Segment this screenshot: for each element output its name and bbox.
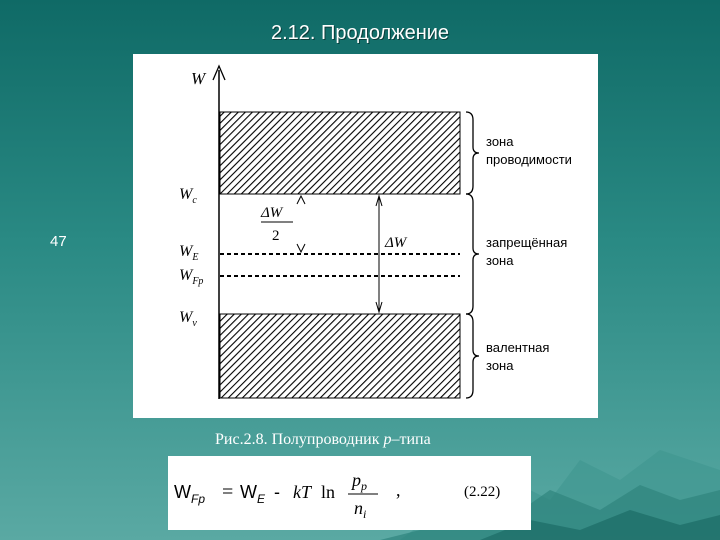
zone-forbidden-line2: зона [486, 253, 514, 268]
zone-conduction-line2: проводимости [486, 152, 572, 167]
zone-valence-line1: валентная [486, 340, 550, 355]
label-wc: $W_c$ [179, 186, 197, 206]
brace-conduction [466, 112, 479, 194]
slide-title: 2.12. Продолжение [270, 22, 450, 44]
formula-numerator: $p_p$ [352, 470, 367, 493]
formula-comma: , [396, 480, 401, 500]
label-wfp: $W_{Fp}$ [179, 267, 204, 287]
brace-valence [466, 314, 479, 398]
formula-lhs: $W_{Fp}$ [174, 482, 206, 506]
brace-forbidden [466, 194, 479, 314]
label-wv: $W_v$ [179, 309, 197, 329]
formula-panel [168, 456, 531, 530]
valence-band [220, 314, 460, 398]
formula-denominator: $n_i$ [354, 498, 367, 521]
label-we: $W_E$ [179, 243, 199, 263]
formula-minus: - [274, 482, 280, 502]
zone-valence-line2: зона [486, 358, 514, 373]
axis-label: W [191, 69, 206, 88]
half-gap-numerator: ΔW [261, 205, 283, 221]
formula-equals: = [222, 481, 234, 503]
formula-rhs-w: $W_E$ [240, 482, 266, 506]
zone-conduction-line1: зона [486, 134, 514, 149]
conduction-band [220, 112, 460, 194]
figure-caption: Рис.2.8. Полупроводник p–типа [215, 431, 431, 448]
page-number: 47 [50, 233, 67, 250]
gap-label: ΔW [385, 235, 407, 251]
formula-2-22 [168, 456, 531, 530]
zone-forbidden-line1: запрещённая [486, 235, 568, 250]
half-gap-denominator: 2 [272, 228, 280, 244]
formula-kt: kT [293, 482, 311, 502]
formula-number: (2.22) [464, 484, 501, 500]
band-diagram [133, 54, 598, 418]
formula-ln: ln [321, 482, 336, 502]
half-gap-arrow-up-icon [297, 196, 305, 204]
band-diagram-panel [133, 54, 598, 418]
half-gap-arrow-down-icon [297, 244, 305, 252]
